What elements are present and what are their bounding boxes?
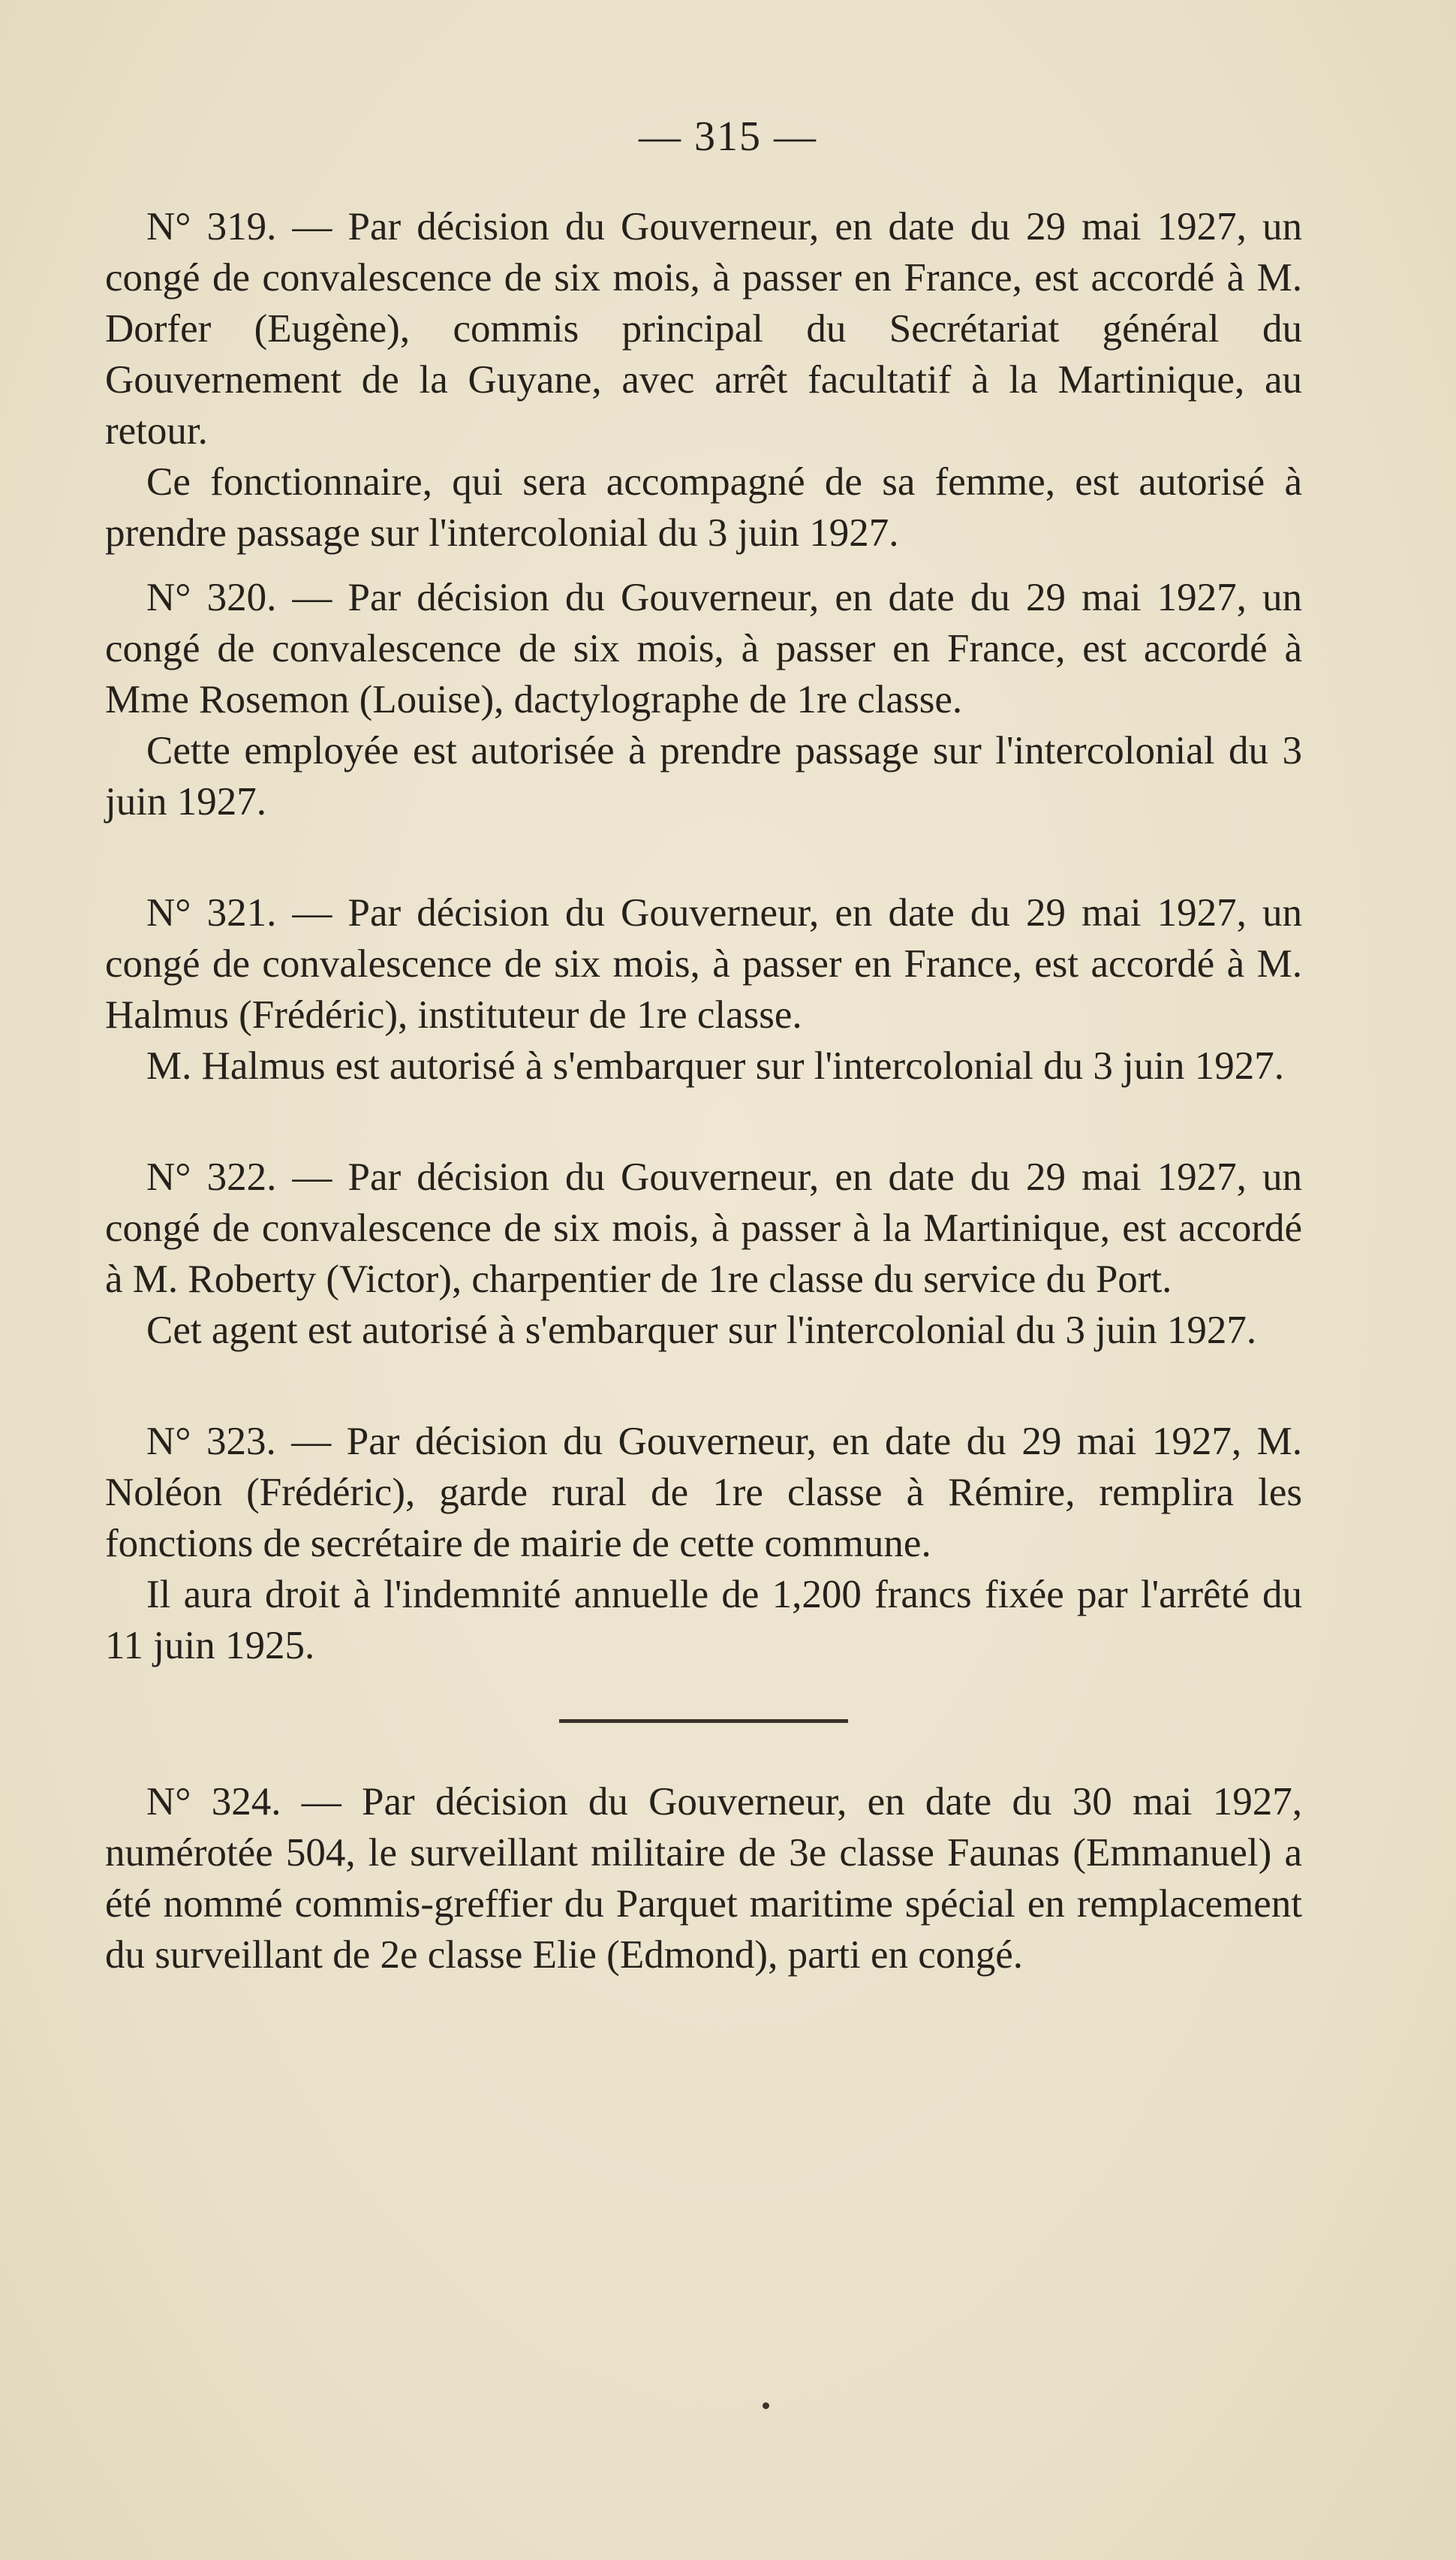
decision-entry-320 (105, 572, 1302, 827)
document-body (105, 201, 1302, 1980)
entry-paragraph: Cet agent est autorisé à s'embarquer sur l'intercolonial du 3 juin 1927. (146, 1309, 1257, 1352)
entry-paragraph: N° 322. — Par décision du Gouverneur, en date du 29 mai 1927, un congé de convalescence de six mois, à passer à la Martinique, est accordé à M. Roberty (Victor), charpentier de 1re classe du service du Port. (105, 1155, 1302, 1301)
decision-entry-322 (105, 1152, 1302, 1356)
entry-paragraph: N° 319. — Par décision du Gouverneur, en date du 29 mai 1927, un congé de convalescence de six mois, à passer en France, est accordé à M. Dorfer (Eugène), commis principal du Secrétariat général du Gouvernement de la Guyane, avec arrêt facultatif à la Martinique, au retour. (105, 205, 1302, 453)
decision-entry-324 (105, 1776, 1302, 1980)
entry-paragraph: N° 324. — Par décision du Gouverneur, en date du 30 mai 1927, numérotée 504, le surveillant militaire de 3e classe Faunas (Emmanuel) a été nommé commis-greffier du Parquet maritime spécial en remplacement du surveillant de 2e classe Elie (Edmond), parti en congé. (105, 1780, 1302, 1977)
page-number: — 315 — (639, 113, 817, 160)
decision-entry-319 (105, 201, 1302, 559)
entry-paragraph: Ce fonctionnaire, qui sera accompagné de sa femme, est autorisé à prendre passage sur l'intercolonial du 3 juin 1927. (105, 460, 1302, 555)
entry-paragraph: Il aura droit à l'indemnité annuelle de 1,200 francs fixée par l'arrêté du 11 juin 1925. (105, 1573, 1302, 1667)
ink-dot (763, 2402, 769, 2409)
entry-paragraph: N° 320. — Par décision du Gouverneur, en date du 29 mai 1927, un congé de convalescence de six mois, à passer en France, est accordé à Mme Rosemon (Louise), dactylographe de 1re classe. (105, 576, 1302, 721)
decision-entry-323 (105, 1416, 1302, 1671)
decision-entry-321 (105, 887, 1302, 1092)
entry-paragraph: N° 323. — Par décision du Gouverneur, en date du 29 mai 1927, M. Noléon (Frédéric), garde rural de 1re classe à Rémire, remplira les fonctions de secrétaire de mairie de cette commune. (105, 1420, 1302, 1565)
section-divider (559, 1719, 848, 1723)
entry-paragraph: Cette employée est autorisée à prendre passage sur l'intercolonial du 3 juin 1927. (105, 729, 1302, 824)
entry-paragraph: N° 321. — Par décision du Gouverneur, en date du 29 mai 1927, un congé de convalescence de six mois, à passer en France, est accordé à M. Halmus (Frédéric), instituteur de 1re classe. (105, 891, 1302, 1037)
entry-paragraph: M. Halmus est autorisé à s'embarquer sur l'intercolonial du 3 juin 1927. (146, 1044, 1285, 1088)
